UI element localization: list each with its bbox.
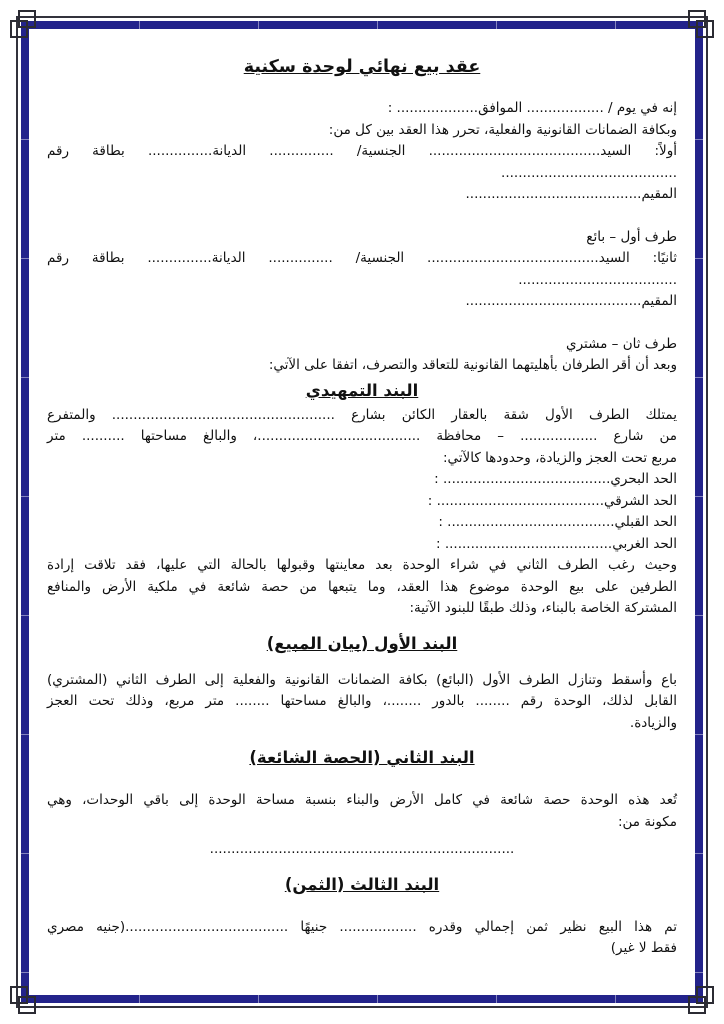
border-seams-bottom xyxy=(21,995,703,1003)
line-purchase-intent-2: الطرفين على بيع الوحدة موضوع هذا العقد، وما يتبعها من حصة شائعة في ملكية الأرض والمنافع xyxy=(47,578,677,595)
line-east-boundary: الحد الشرقي....................................... : xyxy=(427,492,677,509)
line-price-clause-1: تم هذا البيع نظير ثمن إجمالي وقدره .................. جنيهًا ......................................(جنيه مصري xyxy=(47,918,677,935)
line-area-boundaries-intro: مربع تحت العجز والزيادة، وحدودها كالآتي: xyxy=(442,449,677,466)
label-first-party-seller: طرف أول – بائع xyxy=(586,228,677,245)
section-heading-preamble: البند التمهيدي xyxy=(305,380,419,400)
line-seller-residence: المقيم......................................... xyxy=(465,186,677,202)
line-north-boundary: الحد البحري....................................... : xyxy=(434,471,677,487)
line-capacity-clause: وبعد أن أقر الطرفان بأهليتهما القانونية للتعاقد والتصرف، اتفقا على الآتي: xyxy=(268,357,677,373)
section-heading-second-clause: البند الثاني (الحصة الشائعة) xyxy=(249,748,475,767)
section-heading-third-clause: البند الثالث (الثمن) xyxy=(284,874,440,894)
border-seams-left xyxy=(21,21,29,1003)
line-purchase-intent-3: المشتركة الخاصة بالبناء، وذلك طبقًا للبنود الآتية: xyxy=(409,600,677,616)
line-property-street: يمتلك الطرف الأول شقة بالعقار الكائن بشارع .................................................... والمتفرع xyxy=(47,406,677,423)
line-common-share-2: مكونة من: xyxy=(617,813,677,830)
line-date: إنه في يوم / .................. الموافق................... : xyxy=(387,100,677,116)
line-west-boundary: الحد الغربي....................................... : xyxy=(436,535,677,552)
label-second-party-buyer: طرف ثان – مشتري xyxy=(566,335,677,352)
line-property-governorate: من شارع .................. – محافظة ......................................، والبالغ مساحتها .......... متر xyxy=(47,428,677,444)
line-seller-details: أولاً: السيد........................................ الجنسية/ ............... الديانة............... بطاقة رقم xyxy=(47,143,677,159)
line-buyer-details: ثانيًا: السيد........................................ الجنسية/ ............... الديانة............... بطاقة رقم xyxy=(47,250,677,266)
contract-content xyxy=(47,29,677,995)
line-sale-clause-2: القابل لذلك، الوحدة رقم ........ بالدور ........، والبالغ مساحتها ........ متر مربع، وذلك تحت العجز xyxy=(47,693,677,709)
line-seller-id-dots: ......................................... xyxy=(501,164,677,181)
contract-title: عقد بيع نهائي لوحدة سكنية xyxy=(243,57,481,77)
line-sale-clause-3: والزيادة. xyxy=(629,714,677,731)
line-sale-clause-1: باع وأسقط وتنازل الطرف الأول (البائع) بكافة الضمانات القانونية والفعلية إلى الطرف الثاني (المشتري) xyxy=(47,671,677,688)
section-heading-first-clause: البند الأول (بيان المبيع) xyxy=(266,633,458,653)
line-buyer-id-dots: ..................................... xyxy=(518,271,677,288)
line-common-share-1: تُعد هذه الوحدة حصة شائعة في كامل الأرض والبناء بنسبة مساحة الوحدة إلى باقي الوحدات، وهي xyxy=(47,792,677,808)
border-seams-top xyxy=(21,21,703,29)
line-price-clause-2: فقط لا غير) xyxy=(610,940,677,956)
line-guarantees: وبكافة الضمانات القانونية والفعلية، تحرر هذا العقد بين كل من: xyxy=(328,121,677,138)
line-south-boundary: الحد القبلي....................................... : xyxy=(438,514,677,530)
line-components-dots: ....................................................................... xyxy=(209,841,515,857)
line-buyer-residence: المقيم......................................... xyxy=(465,293,677,309)
border-seams-right xyxy=(695,21,703,1003)
line-purchase-intent-1: وحيث رغب الطرف الثاني في شراء الوحدة بعد معاينتها وقبولها بالحالة التي عليها، فقد تلاقت إرادة xyxy=(47,557,677,573)
